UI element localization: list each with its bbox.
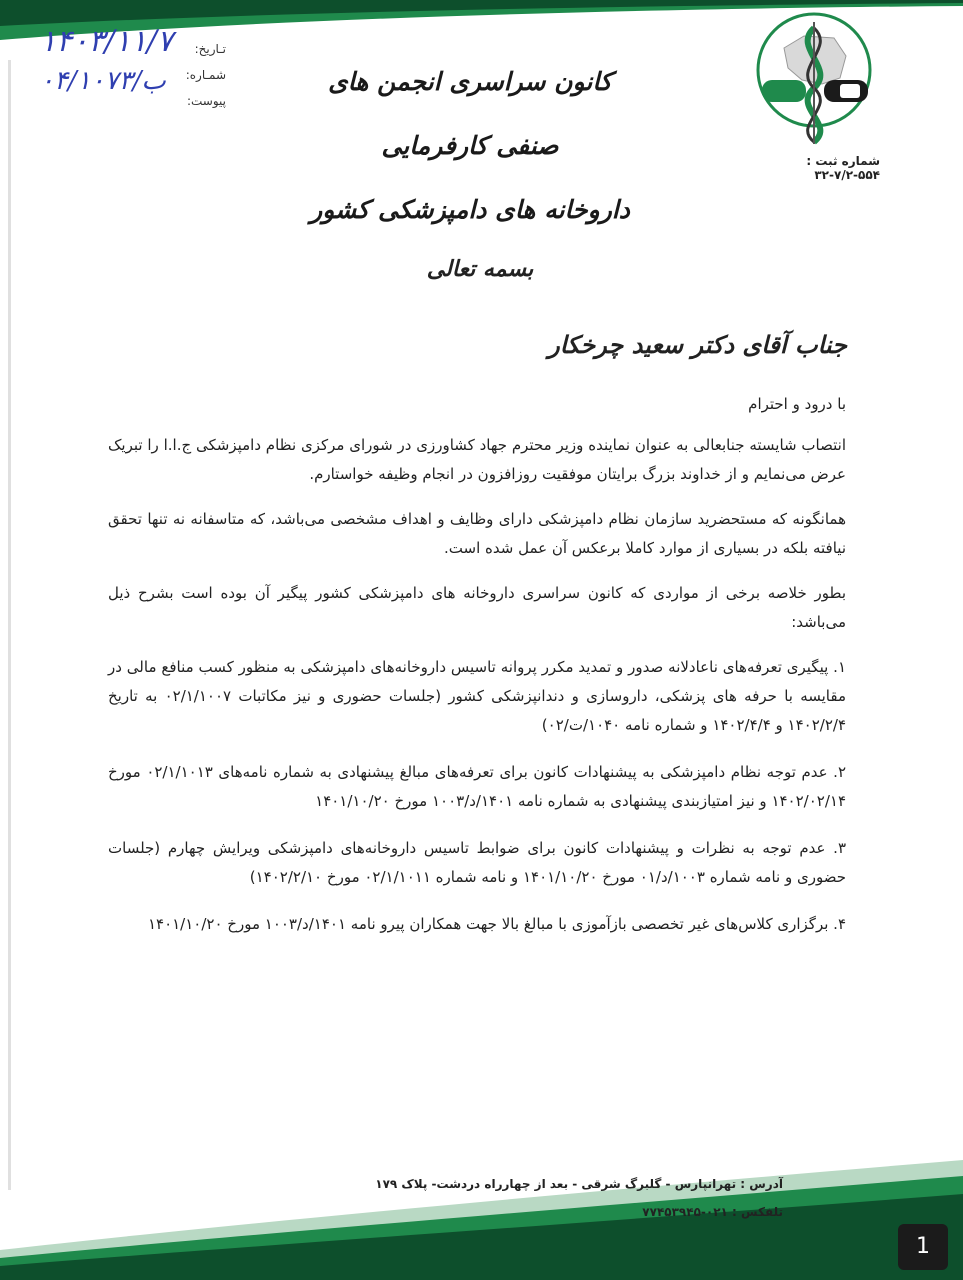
- attachment-label: پیوست:: [186, 94, 226, 108]
- basmala-heading: بسمه تعالی: [426, 256, 534, 282]
- list-item: ۱. پیگیری تعرفه‌های ناعادلانه صدور و تمدید مکرر پروانه تاسیس داروخانه‌های دامپزشکی به منظور کسب منافع مالی در مقایسه با حرفه های پزشکی، داروسازی و دندانپزشکی کشور (جلسات حضوری و نیز مکاتبات ۰۲/۱/۱۰۰۷ به تاریخ ۱۴۰۲/۲/۴ و ۱۴۰۲/۴/۴ و شماره نامه ۱۰۴۰/ت/۰۲): [108, 658, 846, 734]
- issue-list: [108, 653, 846, 939]
- letter-body: [108, 390, 846, 957]
- handwritten-date: ۱۴۰۳/۱۱/۷: [40, 24, 174, 59]
- list-item: ۲. عدم توجه نظام دامپزشکی به پیشنهادات کانون برای تعرفه‌های مبالغ پیشنهادی به شماره نامه‌های ۰۲/۱/۱۰۱۳ مورخ ۱۴۰۲/۰۲/۱۴ و نیز امتیازبندی پیشنهادی به شماره نامه ۱۴۰۱/د/۱۰۰۳ مورخ ۱۴۰۱/۱۰/۲۰: [108, 763, 847, 810]
- handwritten-number: ۰۴/ب/۱۰۷۳: [40, 66, 166, 96]
- registration-number: شماره ثبت : ۵۵۴-۷/۲-۳۲: [806, 154, 880, 182]
- greeting: با درود و احترام: [748, 395, 846, 413]
- organization-title: [300, 50, 640, 242]
- paragraph-congratulations: انتصاب شایسته جنابعالی به عنوان نماینده وزیر محترم جهاد کشاورزی در شورای مرکزی نظام دامپزشکی ج.ا.ا را تبریک عرض می‌نمایم و از خداوند بزرگ برایتان موفقیت روزافزون در انجام وظیفه خواستارم.: [108, 436, 846, 483]
- footer-address: آدرس : تهرانپارس - گلبرگ شرقی - بعد از چهارراه دردشت- پلاک ۱۷۹: [375, 1177, 783, 1191]
- organization-logo-icon: [744, 8, 884, 148]
- recipient-line: جناب آقای دکتر سعید چرخکار: [548, 330, 847, 359]
- organization-title-line1: کانون سراسری انجمن های صنفی کارفرمایی: [328, 67, 612, 160]
- list-item: ۳. عدم توجه به نظرات و پیشنهادات کانون برای ضوابط تاسیس داروخانه‌های دامپزشکی ویرایش چهارم (جلسات حضوری و نامه شماره ۱۰۰۳/د/۰۱ مورخ ۱۴۰۱/۱۰/۲۰ و نامه شماره ۰۲/۱/۱۰۱۱ مورخ ۱۴۰۲/۲/۱۰): [108, 839, 846, 886]
- paragraph-summary-intro: بطور خلاصه برخی از مواردی که کانون سراسری داروخانه های دامپزشکی کشور پیگیر آن بوده است بشرح ذیل می‌باشد:: [108, 584, 846, 631]
- list-item: ۴. برگزاری کلاس‌های غیر تخصصی بازآموزی با مبالغ بالا جهت همکاران پیرو نامه ۱۴۰۱/د/۱۰۰۳ مورخ ۱۴۰۱/۱۰/۲۰: [147, 915, 846, 933]
- page-edge-shadow: [8, 60, 11, 1190]
- footer-phone: تلفکس : ۰۲۱-۷۷۴۵۳۹۴۵: [642, 1205, 783, 1219]
- number-label: شمـاره:: [185, 68, 226, 82]
- footer-contact: [375, 1170, 783, 1226]
- paragraph-concerns: همانگونه که مستحضرید سازمان نظام دامپزشکی دارای وظایف و اهداف مشخصی می‌باشد، که متاسفانه نه تنها تحقق نیافته بلکه در بسیاری از موارد کاملا برعکس آن عمل شده است.: [108, 510, 846, 557]
- organization-title-line2: داروخانه های دامپزشکی کشور: [310, 195, 630, 224]
- letter-meta-labels: [176, 36, 226, 114]
- page-number-badge: 1: [898, 1224, 948, 1270]
- date-label: تـاریخ:: [194, 42, 226, 56]
